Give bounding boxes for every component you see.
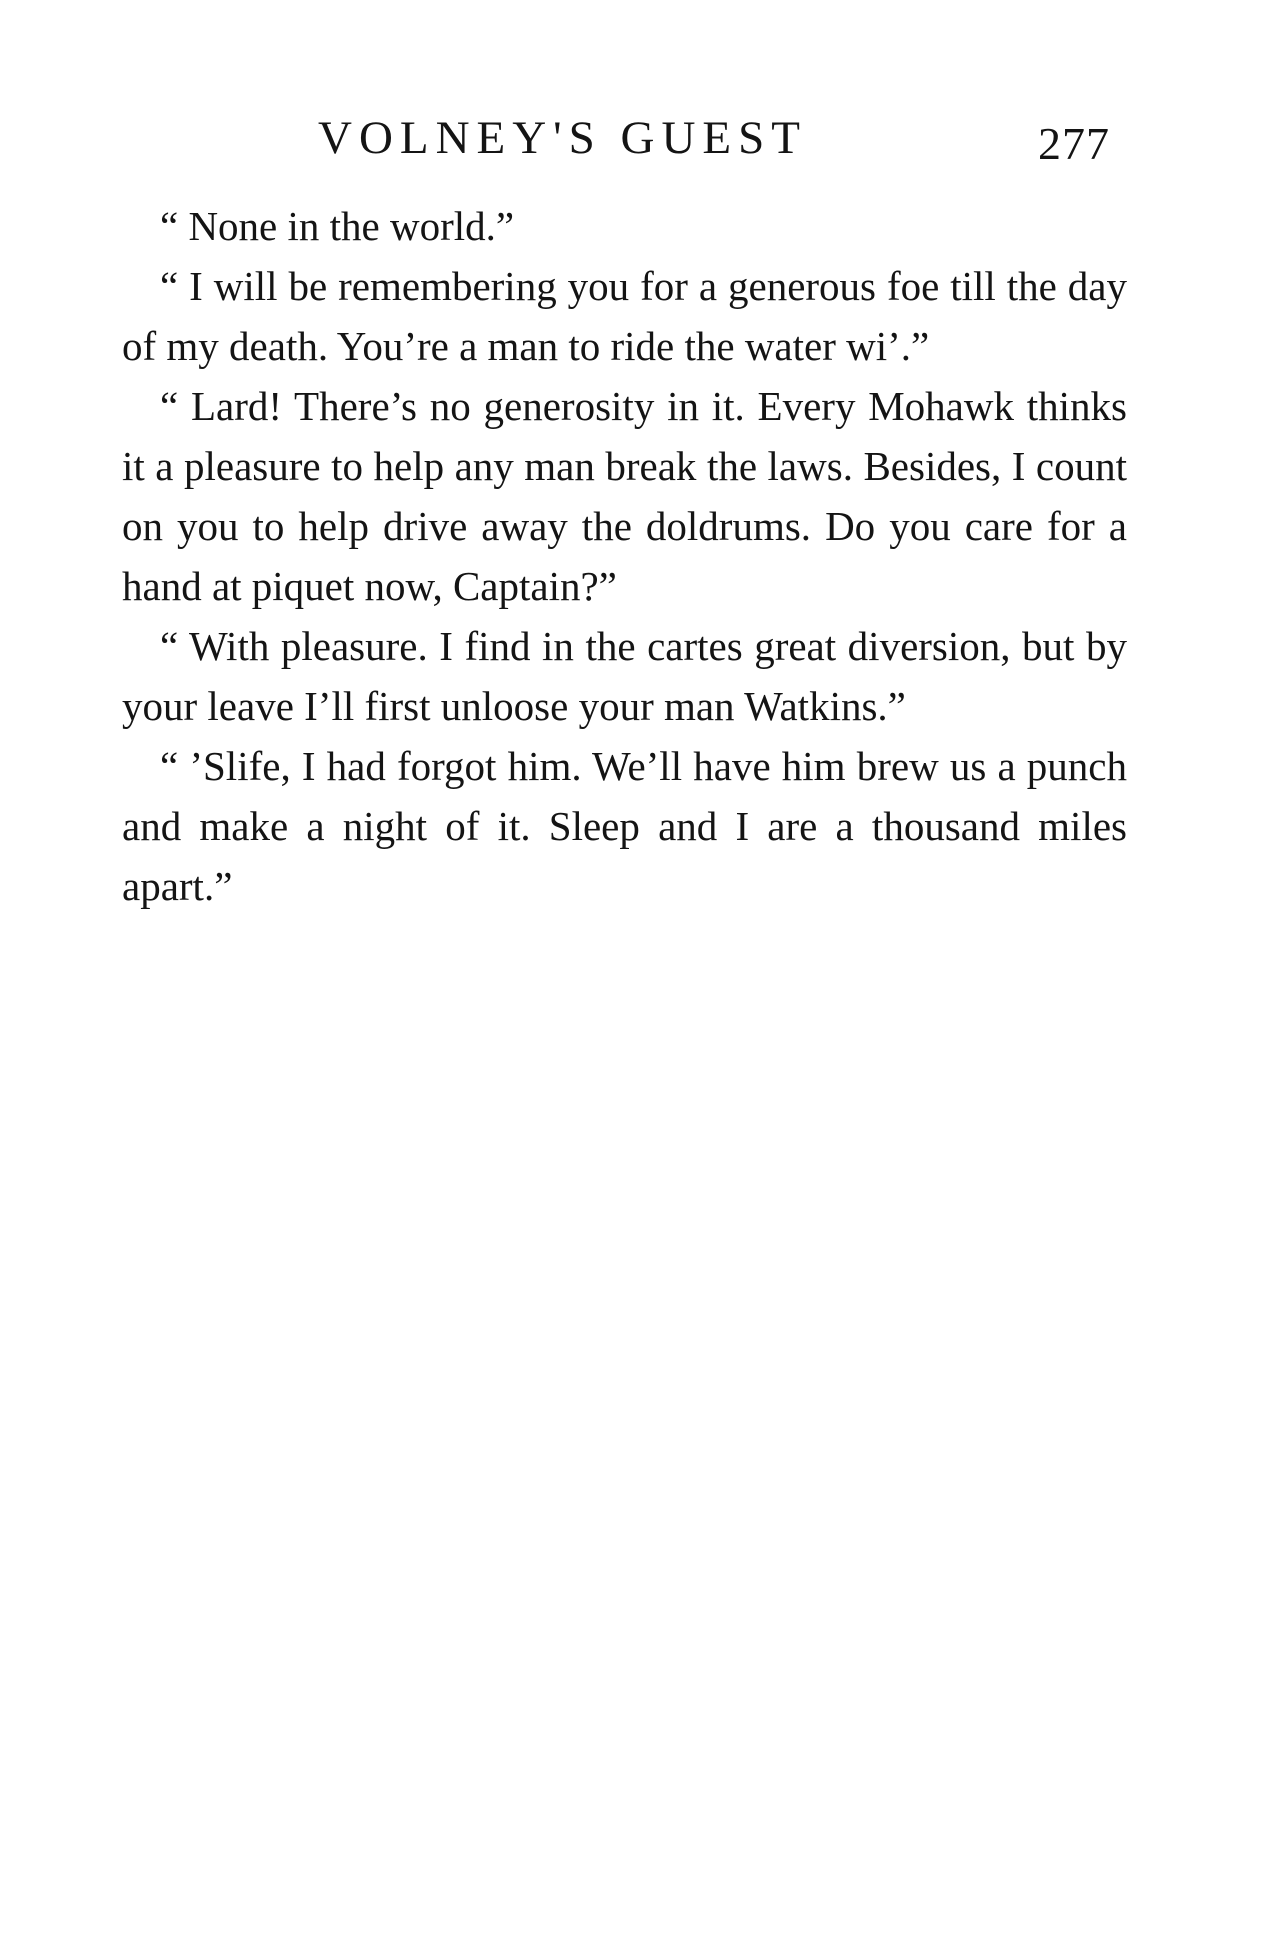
paragraph-3: “ Lard! There’s no generosity in it. Every Mohawk thinks it a pleasure to help any man break the laws. Besides, I count on you to help drive away the doldrums. Do you care for a hand at piquet now, Captain?”: [122, 383, 1127, 609]
paragraph-2: “ I will be remembering you for a generous foe till the day of my death. You’re a man to ride the water wi’.”: [122, 263, 1127, 369]
running-title: VOLNEY'S GUEST: [318, 112, 807, 164]
running-head: [0, 108, 1264, 168]
paragraph-5: “ ’Slife, I had forgot him. We’ll have him brew us a punch and make a night of it. Sleep and I are a thousand miles apart.”: [122, 743, 1127, 909]
body-text: [122, 196, 1127, 916]
page-number: 277: [1038, 118, 1110, 169]
paragraph-4: “ With pleasure. I find in the cartes great diversion, but by your leave I’ll first unloose your man Watkins.”: [122, 623, 1127, 729]
paragraph-1: “ None in the world.”: [160, 203, 515, 249]
